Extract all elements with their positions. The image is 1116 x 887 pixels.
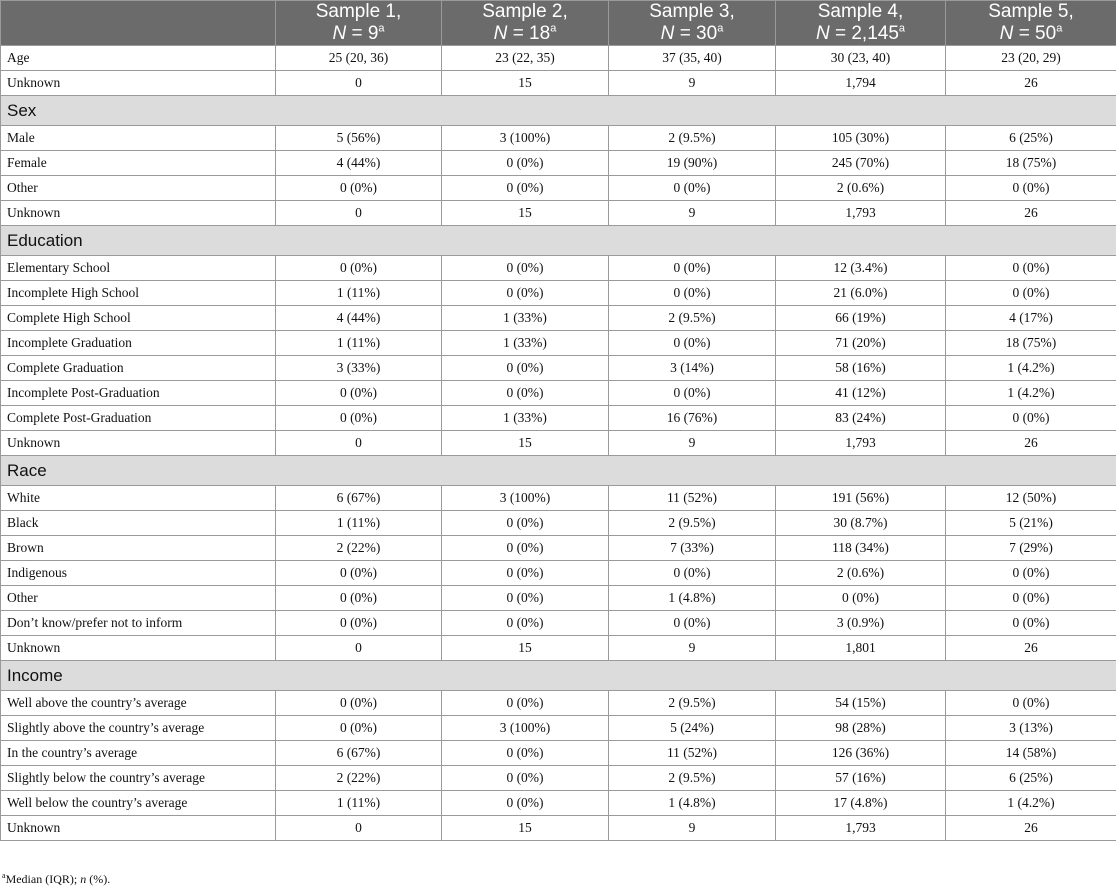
header-row [1,1,1116,46]
table-row [1,281,1116,306]
cell-sample-3: 0 (0%) [609,331,776,356]
cell-sample-4: 58 (16%) [776,356,946,381]
table-header [1,1,1116,46]
sample-n-line [448,23,602,45]
row-label: Incomplete Post-Graduation [1,381,276,406]
cell-sample-1: 1 (11%) [276,281,442,306]
cell-sample-1: 0 (0%) [276,691,442,716]
cell-sample-3: 0 (0%) [609,176,776,201]
table-row [1,791,1116,816]
cell-sample-4: 12 (3.4%) [776,256,946,281]
cell-sample-5: 18 (75%) [946,151,1116,176]
cell-sample-2: 0 (0%) [442,151,609,176]
cell-sample-2: 1 (33%) [442,331,609,356]
cell-sample-2: 3 (100%) [442,126,609,151]
cell-sample-5: 26 [946,636,1116,661]
n-value: = 18 [513,23,551,44]
row-label: Unknown [1,431,276,456]
cell-sample-4: 21 (6.0%) [776,281,946,306]
cell-sample-2: 0 (0%) [442,356,609,381]
cell-sample-1: 0 (0%) [276,611,442,636]
cell-sample-3: 3 (14%) [609,356,776,381]
n-label: N [332,23,346,44]
cell-sample-1: 6 (67%) [276,741,442,766]
row-label: Age [1,46,276,71]
cell-sample-2: 0 (0%) [442,766,609,791]
cell-sample-3: 2 (9.5%) [609,691,776,716]
cell-sample-4: 1,793 [776,431,946,456]
header-corner-cell [1,1,276,46]
cell-sample-3: 37 (35, 40) [609,46,776,71]
n-label: N [661,23,675,44]
sample-name: Sample 1, [282,1,435,23]
row-label: Well above the country’s average [1,691,276,716]
table-body [1,46,1116,841]
cell-sample-4: 126 (36%) [776,741,946,766]
table-row [1,71,1116,96]
section-title: Race [1,456,1116,486]
table-row [1,561,1116,586]
cell-sample-1: 0 [276,201,442,226]
cell-sample-1: 0 [276,71,442,96]
cell-sample-1: 0 (0%) [276,176,442,201]
cell-sample-4: 3 (0.9%) [776,611,946,636]
cell-sample-4: 54 (15%) [776,691,946,716]
cell-sample-4: 83 (24%) [776,406,946,431]
header-sample-2 [442,1,609,46]
cell-sample-5: 26 [946,71,1116,96]
cell-sample-4: 57 (16%) [776,766,946,791]
cell-sample-1: 2 (22%) [276,766,442,791]
cell-sample-4: 66 (19%) [776,306,946,331]
cell-sample-5: 3 (13%) [946,716,1116,741]
sample-n-line [615,23,769,45]
row-label: Black [1,511,276,536]
n-value: = 2,145 [835,23,899,44]
cell-sample-4: 71 (20%) [776,331,946,356]
section-title: Education [1,226,1116,256]
row-label: Female [1,151,276,176]
cell-sample-1: 0 (0%) [276,256,442,281]
n-value: = 50 [1019,23,1057,44]
footnote-marker: a [717,23,723,35]
section-title: Sex [1,96,1116,126]
table-row [1,716,1116,741]
cell-sample-3: 7 (33%) [609,536,776,561]
cell-sample-3: 2 (9.5%) [609,306,776,331]
header-sample-3 [609,1,776,46]
table-row [1,431,1116,456]
row-label: Don’t know/prefer not to inform [1,611,276,636]
cell-sample-4: 118 (34%) [776,536,946,561]
cell-sample-1: 5 (56%) [276,126,442,151]
cell-sample-2: 0 (0%) [442,691,609,716]
cell-sample-4: 191 (56%) [776,486,946,511]
cell-sample-5: 18 (75%) [946,331,1116,356]
table-row [1,46,1116,71]
n-label: N [494,23,508,44]
table-row [1,356,1116,381]
cell-sample-3: 11 (52%) [609,741,776,766]
cell-sample-4: 41 (12%) [776,381,946,406]
cell-sample-3: 2 (9.5%) [609,766,776,791]
table-row [1,766,1116,791]
cell-sample-2: 0 (0%) [442,561,609,586]
cell-sample-5: 0 (0%) [946,586,1116,611]
footnote-text-end: (%). [86,872,110,886]
table-row [1,201,1116,226]
footnote [2,871,110,887]
cell-sample-1: 2 (22%) [276,536,442,561]
row-label: Unknown [1,816,276,841]
sample-name: Sample 3, [615,1,769,23]
footnote-marker: a [2,871,6,880]
cell-sample-2: 1 (33%) [442,406,609,431]
row-label: Incomplete High School [1,281,276,306]
cell-sample-2: 0 (0%) [442,381,609,406]
cell-sample-3: 11 (52%) [609,486,776,511]
cell-sample-4: 30 (23, 40) [776,46,946,71]
row-label: Male [1,126,276,151]
header-sample-1 [276,1,442,46]
row-label: Complete Post-Graduation [1,406,276,431]
cell-sample-3: 9 [609,71,776,96]
cell-sample-1: 0 (0%) [276,586,442,611]
section-header-row [1,226,1116,256]
table-row [1,151,1116,176]
cell-sample-3: 0 (0%) [609,561,776,586]
cell-sample-5: 0 (0%) [946,611,1116,636]
cell-sample-5: 14 (58%) [946,741,1116,766]
cell-sample-1: 0 [276,636,442,661]
cell-sample-2: 0 (0%) [442,791,609,816]
cell-sample-1: 3 (33%) [276,356,442,381]
cell-sample-5: 0 (0%) [946,176,1116,201]
row-label: Complete High School [1,306,276,331]
table-row [1,511,1116,536]
n-value: = 30 [680,23,718,44]
sample-name: Sample 2, [448,1,602,23]
cell-sample-2: 0 (0%) [442,511,609,536]
cell-sample-3: 0 (0%) [609,611,776,636]
cell-sample-2: 0 (0%) [442,586,609,611]
table-row [1,816,1116,841]
row-label: White [1,486,276,511]
n-value: = 9 [351,23,378,44]
n-label: N [816,23,830,44]
cell-sample-1: 0 (0%) [276,406,442,431]
section-header-row [1,661,1116,691]
cell-sample-3: 5 (24%) [609,716,776,741]
footnote-marker: a [899,23,905,35]
row-label: Unknown [1,636,276,661]
cell-sample-2: 15 [442,636,609,661]
cell-sample-4: 1,801 [776,636,946,661]
row-label: Indigenous [1,561,276,586]
row-label: Incomplete Graduation [1,331,276,356]
sample-n-line [782,23,939,45]
cell-sample-1: 1 (11%) [276,791,442,816]
cell-sample-5: 1 (4.2%) [946,791,1116,816]
cell-sample-1: 0 (0%) [276,716,442,741]
cell-sample-5: 4 (17%) [946,306,1116,331]
cell-sample-1: 25 (20, 36) [276,46,442,71]
cell-sample-5: 1 (4.2%) [946,356,1116,381]
cell-sample-5: 6 (25%) [946,766,1116,791]
cell-sample-5: 26 [946,816,1116,841]
cell-sample-2: 15 [442,816,609,841]
cell-sample-3: 1 (4.8%) [609,586,776,611]
cell-sample-2: 15 [442,431,609,456]
cell-sample-4: 1,793 [776,201,946,226]
cell-sample-5: 0 (0%) [946,561,1116,586]
cell-sample-1: 6 (67%) [276,486,442,511]
table-row [1,126,1116,151]
row-label: Unknown [1,201,276,226]
table-row [1,536,1116,561]
row-label: Elementary School [1,256,276,281]
cell-sample-3: 0 (0%) [609,256,776,281]
table-row [1,586,1116,611]
cell-sample-2: 3 (100%) [442,716,609,741]
cell-sample-3: 0 (0%) [609,281,776,306]
cell-sample-5: 26 [946,431,1116,456]
cell-sample-5: 5 (21%) [946,511,1116,536]
cell-sample-3: 9 [609,201,776,226]
n-label: N [1000,23,1014,44]
cell-sample-4: 2 (0.6%) [776,561,946,586]
cell-sample-5: 12 (50%) [946,486,1116,511]
section-title: Income [1,661,1116,691]
footnote-marker: a [378,23,384,35]
section-header-row [1,456,1116,486]
cell-sample-3: 16 (76%) [609,406,776,431]
cell-sample-3: 0 (0%) [609,381,776,406]
footnote-marker: a [550,23,556,35]
cell-sample-3: 2 (9.5%) [609,511,776,536]
cell-sample-5: 7 (29%) [946,536,1116,561]
row-label: Complete Graduation [1,356,276,381]
table-row [1,306,1116,331]
table-row [1,741,1116,766]
cell-sample-1: 4 (44%) [276,151,442,176]
cell-sample-2: 0 (0%) [442,611,609,636]
cell-sample-5: 0 (0%) [946,281,1116,306]
cell-sample-5: 0 (0%) [946,256,1116,281]
row-label: Slightly above the country’s average [1,716,276,741]
cell-sample-5: 0 (0%) [946,691,1116,716]
footnote-marker: a [1056,23,1062,35]
row-label: Other [1,586,276,611]
footnote-n-label: n [80,872,86,886]
cell-sample-1: 0 [276,431,442,456]
cell-sample-4: 0 (0%) [776,586,946,611]
table-row [1,691,1116,716]
cell-sample-2: 0 (0%) [442,536,609,561]
row-label: Well below the country’s average [1,791,276,816]
cell-sample-5: 23 (20, 29) [946,46,1116,71]
cell-sample-5: 26 [946,201,1116,226]
cell-sample-2: 23 (22, 35) [442,46,609,71]
table-row [1,176,1116,201]
cell-sample-3: 2 (9.5%) [609,126,776,151]
cell-sample-5: 0 (0%) [946,406,1116,431]
cell-sample-4: 245 (70%) [776,151,946,176]
table-row [1,331,1116,356]
sample-n-line [282,23,435,45]
cell-sample-3: 9 [609,636,776,661]
cell-sample-3: 19 (90%) [609,151,776,176]
header-sample-4 [776,1,946,46]
cell-sample-1: 4 (44%) [276,306,442,331]
table-row [1,611,1116,636]
cell-sample-3: 1 (4.8%) [609,791,776,816]
cell-sample-2: 1 (33%) [442,306,609,331]
cell-sample-2: 3 (100%) [442,486,609,511]
sample-name: Sample 5, [952,1,1110,23]
cell-sample-4: 1,793 [776,816,946,841]
cell-sample-2: 0 (0%) [442,281,609,306]
cell-sample-4: 30 (8.7%) [776,511,946,536]
cell-sample-4: 17 (4.8%) [776,791,946,816]
cell-sample-4: 98 (28%) [776,716,946,741]
sample-name: Sample 4, [782,1,939,23]
cell-sample-2: 0 (0%) [442,741,609,766]
cell-sample-3: 9 [609,816,776,841]
row-label: Brown [1,536,276,561]
footnote-text: Median (IQR); [6,872,81,886]
cell-sample-1: 0 (0%) [276,381,442,406]
cell-sample-2: 0 (0%) [442,176,609,201]
cell-sample-4: 2 (0.6%) [776,176,946,201]
section-header-row [1,96,1116,126]
sample-n-line [952,23,1110,45]
cell-sample-1: 1 (11%) [276,511,442,536]
table-row [1,381,1116,406]
table-row [1,486,1116,511]
cell-sample-2: 15 [442,201,609,226]
table-row [1,256,1116,281]
row-label: Slightly below the country’s average [1,766,276,791]
table-row [1,406,1116,431]
row-label: In the country’s average [1,741,276,766]
header-sample-5 [946,1,1116,46]
cell-sample-1: 1 (11%) [276,331,442,356]
cell-sample-3: 9 [609,431,776,456]
cell-sample-1: 0 (0%) [276,561,442,586]
row-label: Unknown [1,71,276,96]
table-row [1,636,1116,661]
cell-sample-5: 6 (25%) [946,126,1116,151]
cell-sample-2: 15 [442,71,609,96]
cell-sample-5: 1 (4.2%) [946,381,1116,406]
cell-sample-1: 0 [276,816,442,841]
cell-sample-2: 0 (0%) [442,256,609,281]
cell-sample-4: 1,794 [776,71,946,96]
cell-sample-4: 105 (30%) [776,126,946,151]
row-label: Other [1,176,276,201]
